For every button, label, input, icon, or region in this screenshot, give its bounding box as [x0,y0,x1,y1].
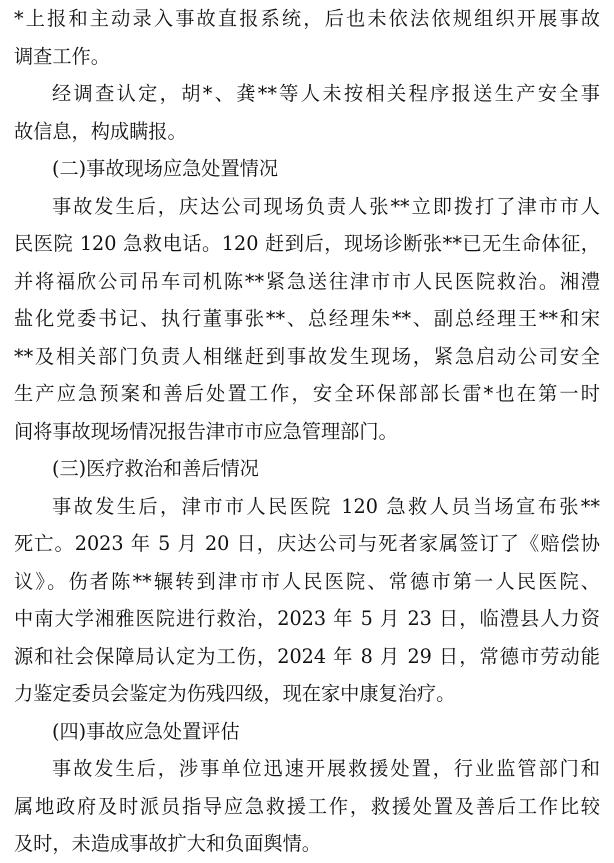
paragraph-first-line: 经调查认定，胡*、龚**等人未按相关程序报送生产安全事 [52,82,600,105]
paragraph-first-line: 事故发生后，涉事单位迅速开展救援处置，行业监管部门和 [52,757,600,780]
body-text-line: 力鉴定委员会鉴定为伤残四级，现在家中康复治疗。 [14,682,456,705]
section-heading: (二)事故现场应急处置情况 [52,157,279,180]
body-text-line: 生产应急预案和善后处置工作，安全环保部部长雷*也在第一时 [14,382,600,405]
section-heading: (四)事故应急处置评估 [52,719,240,743]
body-text-line: 并将福欣公司吊车司机陈**紧急送往津市市人民医院救治。湘澧 [14,269,600,293]
body-text-line: 故信息，构成瞒报。 [14,119,187,143]
body-text-line: 间将事故现场情况报告津市市应急管理部门。 [14,419,398,443]
body-text-line: 民医院 120 急救电话。120 赶到后，现场诊断张**已无生命体征， [14,232,600,255]
body-text-line: 议》。伤者陈**辗转到津市市人民医院、常德市第一人民医院、 [14,569,600,593]
body-text-line: *上报和主动录入事故直报系统，后也未依法依规组织开展事故 [14,7,600,30]
paragraph-first-line: 事故发生后，津市市人民医院 120 急救人员当场宣布张** [52,494,600,518]
body-text-line: 中南大学湘雅医院进行救治，2023 年 5 月 23 日，临澧县人力资 [14,607,600,630]
paragraph-first-line: 事故发生后，庆达公司现场负责人张**立即拨打了津市市人 [52,194,600,218]
body-text-line: 调查工作。 [14,44,110,68]
body-text-line: 盐化党委书记、执行董事张**、总经理朱**、副总经理王**和宋 [14,307,600,330]
body-text-line: 及时，未造成事故扩大和负面舆情。 [14,832,321,855]
body-text-line: **及相关部门负责人相继赶到事故发生现场，紧急启动公司安全 [14,344,600,368]
body-text-line: 属地政府及时派员指导应急救援工作，救援处置及善后工作比较 [14,794,600,818]
body-text-line: 死亡。2023 年 5 月 20 日，庆达公司与死者家属签订了《赔偿协 [14,532,600,555]
section-heading: (三)医疗救治和善后情况 [52,457,259,480]
body-text-line: 源和社会保障局认定为工伤，2024 年 8 月 29 日，常德市劳动能 [14,644,600,668]
